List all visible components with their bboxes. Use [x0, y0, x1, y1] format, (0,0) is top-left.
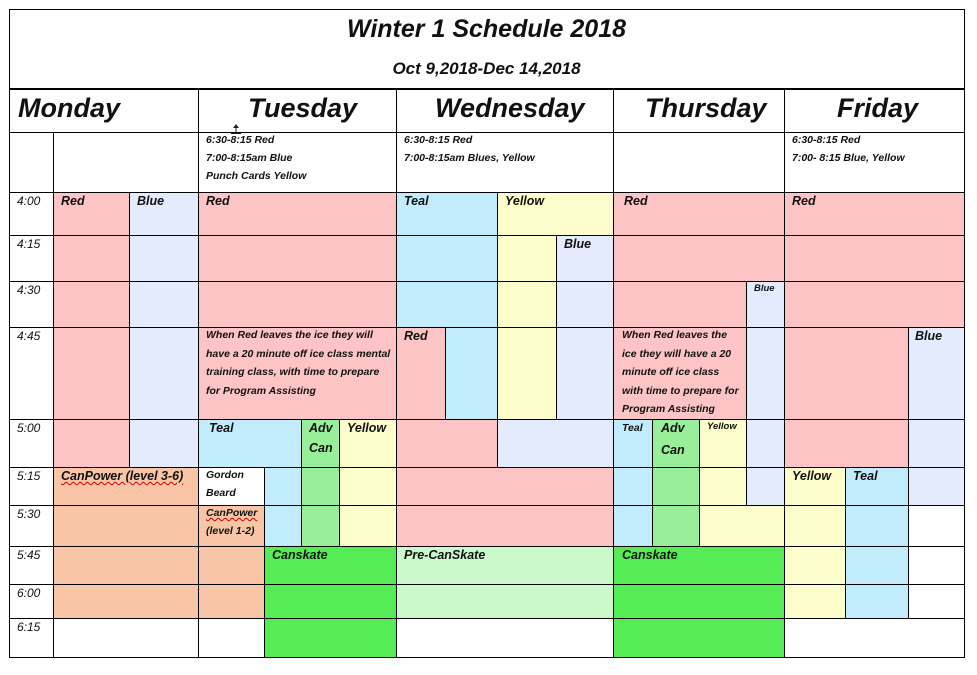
cell-blue	[129, 192, 198, 467]
group-label-yellow: Yellow	[505, 194, 545, 208]
time-label: 4:30	[17, 283, 41, 297]
early-session: 6:30-8:15 Red	[792, 134, 861, 146]
time-label: 5:15	[17, 469, 41, 483]
cell-blue	[908, 327, 964, 505]
group-label-teal: Teal	[622, 422, 643, 434]
group-label-blue: Blue	[564, 237, 592, 251]
time-label: 6:15	[17, 620, 41, 634]
time-label: 5:45	[17, 548, 41, 562]
time-label: 4:15	[17, 237, 41, 251]
early-session: 6:30-8:15 Red	[206, 134, 275, 146]
group-label-yellow: Yellow	[707, 421, 737, 432]
cell-blue	[746, 281, 784, 505]
time-label: 5:30	[17, 507, 41, 521]
cell-teal	[845, 467, 908, 618]
cell-teal	[613, 419, 652, 546]
group-label-yellow: Yellow	[792, 469, 832, 483]
group-label-red: Red	[61, 194, 85, 208]
date-range: Oct 9,2018-Dec 14,2018	[392, 59, 581, 78]
cell-teal	[396, 192, 497, 327]
off-ice-note: When Red leaves the ice they will have a 20 minute off ice class mental training class, with time to prepare for Program Assisting	[206, 329, 391, 397]
time-label: 4:00	[17, 194, 41, 208]
group-label-teal: Teal	[853, 469, 878, 483]
group-label-can: Can	[309, 441, 333, 455]
cell-yellow	[339, 419, 396, 546]
cell-adv	[652, 419, 699, 546]
cell-yellow	[784, 467, 845, 618]
time-label: 4:45	[17, 329, 41, 343]
group-label-canskate: Canskate	[272, 548, 328, 562]
cell-teal	[445, 327, 497, 419]
early-session: Punch Cards Yellow	[206, 170, 307, 182]
group-label-blue: Blue	[915, 329, 943, 343]
coach-name: Gordon	[206, 469, 244, 481]
cell-red	[784, 192, 964, 327]
cell-canpower	[53, 467, 198, 618]
group-label-canskate: Canskate	[622, 548, 678, 562]
day-thursday: Thursday	[645, 93, 767, 123]
cell-red	[396, 467, 613, 546]
group-label-adv: Adv	[309, 421, 333, 435]
group-label-canpower	[61, 469, 183, 483]
group-label-red: Red	[206, 194, 230, 208]
canpower-word: CanPower (level 3-6)	[61, 469, 184, 483]
early-session: 7:00-8:15am Blues, Yellow	[404, 152, 535, 164]
cursor-icon	[230, 123, 242, 137]
cell-red	[53, 192, 129, 467]
cell-teal	[264, 467, 301, 546]
canpower-word: CanPower	[206, 507, 258, 519]
early-session: 7:00- 8:15 Blue, Yellow	[792, 152, 905, 164]
cell-blue	[497, 419, 613, 467]
group-label-red: Red	[792, 194, 816, 208]
cell-yellow	[699, 505, 784, 546]
off-ice-note: When Red leaves the ice they will have a 20 minute off ice class with time to prepare for Program Assisting	[622, 329, 739, 415]
schedule-title: Winter 1 Schedule 2018	[346, 15, 627, 43]
cell-adv	[301, 419, 339, 546]
group-label-yellow: Yellow	[347, 421, 387, 435]
cell-canskate	[264, 546, 396, 657]
group-label-teal: Teal	[209, 421, 234, 435]
day-friday: Friday	[837, 93, 919, 123]
cell-red	[396, 419, 497, 467]
cell-canskate	[613, 546, 784, 657]
group-label-precanskate: Pre-CanSkate	[404, 548, 486, 562]
day-wednesday: Wednesday	[435, 93, 585, 123]
early-session: 6:30-8:15 Red	[404, 134, 473, 146]
group-label-blue: Blue	[137, 194, 165, 208]
early-session: 7:00-8:15am Blue	[206, 152, 293, 164]
cell-red	[784, 327, 908, 467]
time-label: 5:00	[17, 421, 41, 435]
group-label-blue: Blue	[754, 283, 775, 294]
group-label-red: Red	[404, 329, 428, 343]
group-label-red: Red	[624, 194, 648, 208]
group-label-teal: Teal	[404, 194, 429, 208]
day-monday: Monday	[18, 93, 121, 123]
group-label-adv: Adv	[661, 421, 685, 435]
group-label-can: Can	[661, 443, 685, 457]
time-label: 6:00	[17, 586, 41, 600]
coach-name: Beard	[206, 487, 236, 499]
day-tuesday: Tuesday	[248, 93, 358, 123]
canpower-level: (level 1-2)	[206, 525, 255, 537]
group-label-canpower	[206, 504, 257, 523]
